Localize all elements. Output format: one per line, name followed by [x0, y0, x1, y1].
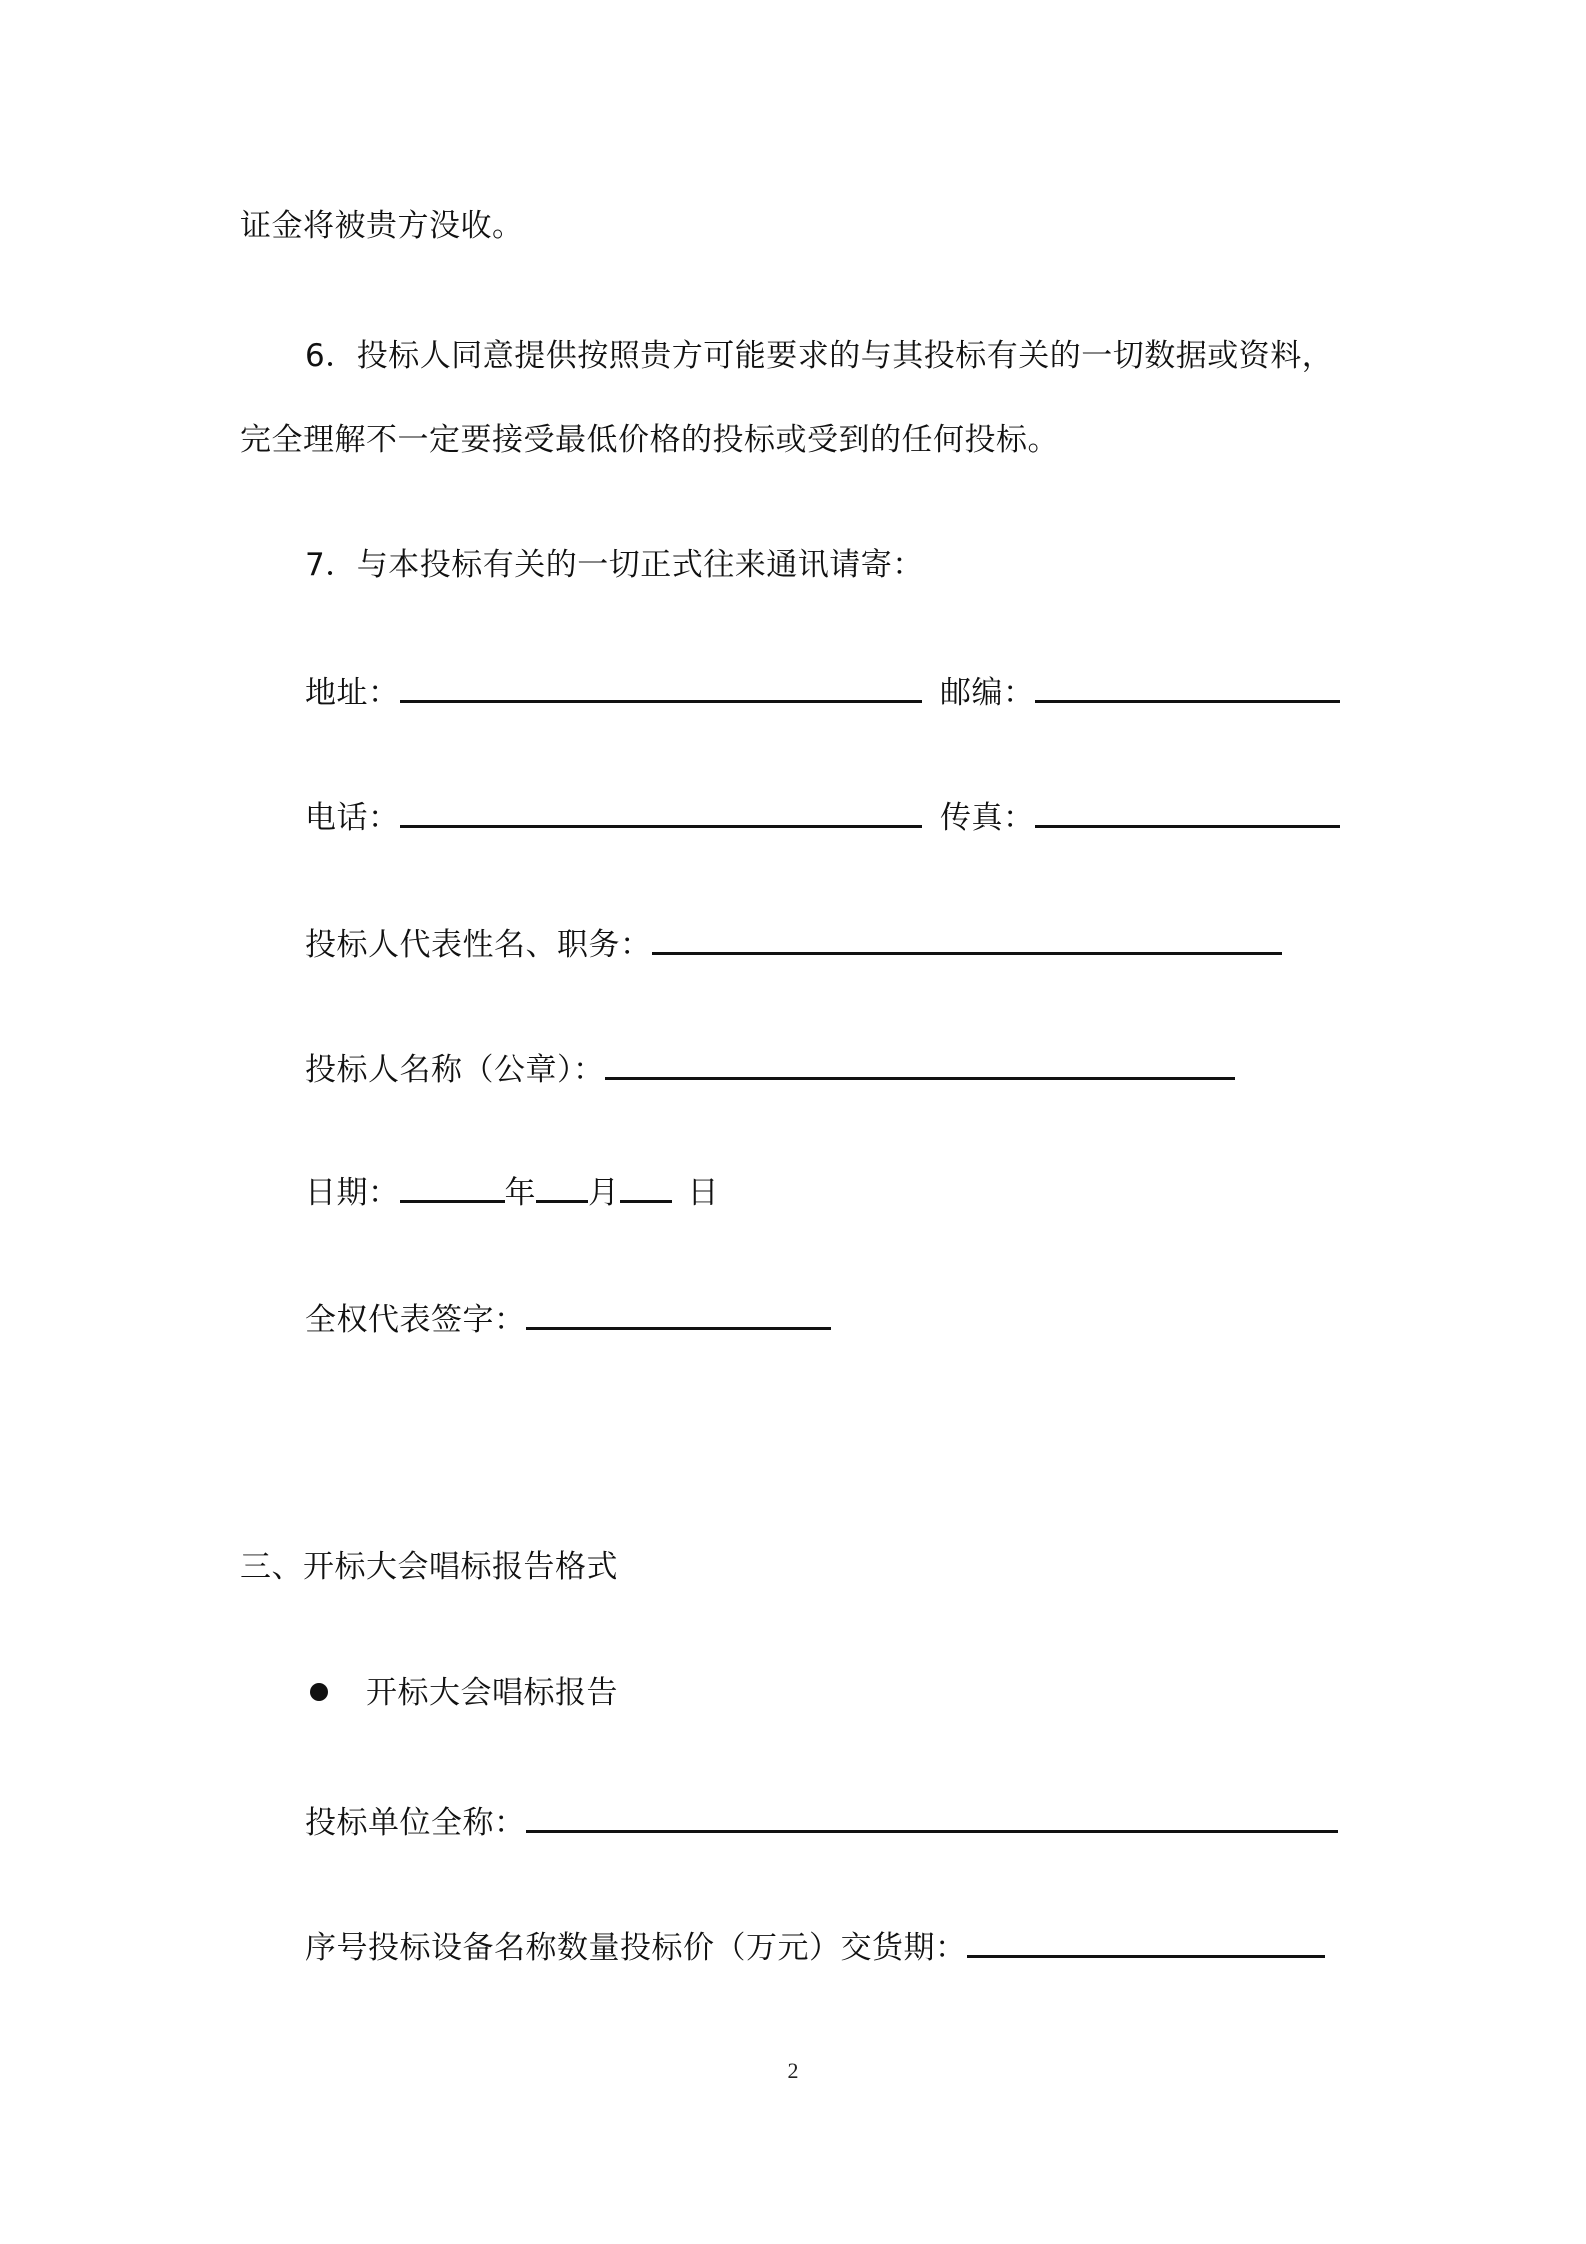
paragraph-6-line-1: 6．投标人同意提供按照贵方可能要求的与其投标有关的一切数据或资料， — [305, 338, 1334, 374]
bidder-name-label: 投标人名称（公章）： — [305, 1052, 605, 1088]
signature-row — [305, 1300, 831, 1340]
signature-field[interactable] — [526, 1301, 831, 1330]
date-year-field[interactable] — [400, 1174, 505, 1203]
postcode-label: 邮编： — [940, 675, 1035, 711]
bidder-name-row — [305, 1050, 1235, 1090]
date-day-label: 日 — [687, 1175, 719, 1211]
date-year-label: 年 — [504, 1175, 536, 1211]
bullet-item — [310, 1673, 618, 1713]
phone-row — [305, 798, 922, 838]
fax-field[interactable] — [1035, 799, 1340, 828]
table-header-label: 序号投标设备名称数量投标价（万元）交货期： — [305, 1930, 967, 1966]
representative-label: 投标人代表性名、职务： — [305, 927, 652, 963]
date-month-field[interactable] — [536, 1174, 588, 1203]
postcode-row — [940, 673, 1340, 713]
date-month-label: 月 — [588, 1175, 620, 1211]
bid-unit-row — [305, 1803, 1338, 1843]
delivery-period-field[interactable] — [967, 1929, 1325, 1958]
postcode-field[interactable] — [1035, 674, 1340, 703]
table-header-row — [305, 1928, 1325, 1968]
representative-field[interactable] — [652, 926, 1282, 955]
section-3-heading: 三、开标大会唱标报告格式 — [240, 1549, 618, 1585]
paragraph-7: 7．与本投标有关的一切正式往来通讯请寄： — [305, 547, 924, 583]
representative-row — [305, 925, 1282, 965]
date-day-field[interactable] — [620, 1174, 672, 1203]
phone-label: 电话： — [305, 800, 400, 836]
bidder-name-field[interactable] — [605, 1051, 1235, 1080]
fax-label: 传真： — [940, 800, 1035, 836]
bullet-title: 开标大会唱标报告 — [366, 1675, 618, 1711]
bid-unit-label: 投标单位全称： — [305, 1805, 526, 1841]
bullet-icon — [310, 1683, 328, 1701]
phone-field[interactable] — [400, 799, 922, 828]
bid-unit-field[interactable] — [526, 1804, 1338, 1833]
paragraph-5-tail: 证金将被贵方没收。 — [240, 208, 524, 244]
paragraph-6-line-2: 完全理解不一定要接受最低价格的投标或受到的任何投标。 — [240, 422, 1059, 458]
address-row — [305, 673, 922, 713]
address-label: 地址： — [305, 675, 400, 711]
fax-row — [940, 798, 1340, 838]
address-field[interactable] — [400, 674, 922, 703]
signature-label: 全权代表签字： — [305, 1302, 526, 1338]
page-number: 2 — [787, 2058, 799, 2083]
date-row — [305, 1173, 719, 1213]
date-label: 日期： — [305, 1175, 400, 1211]
